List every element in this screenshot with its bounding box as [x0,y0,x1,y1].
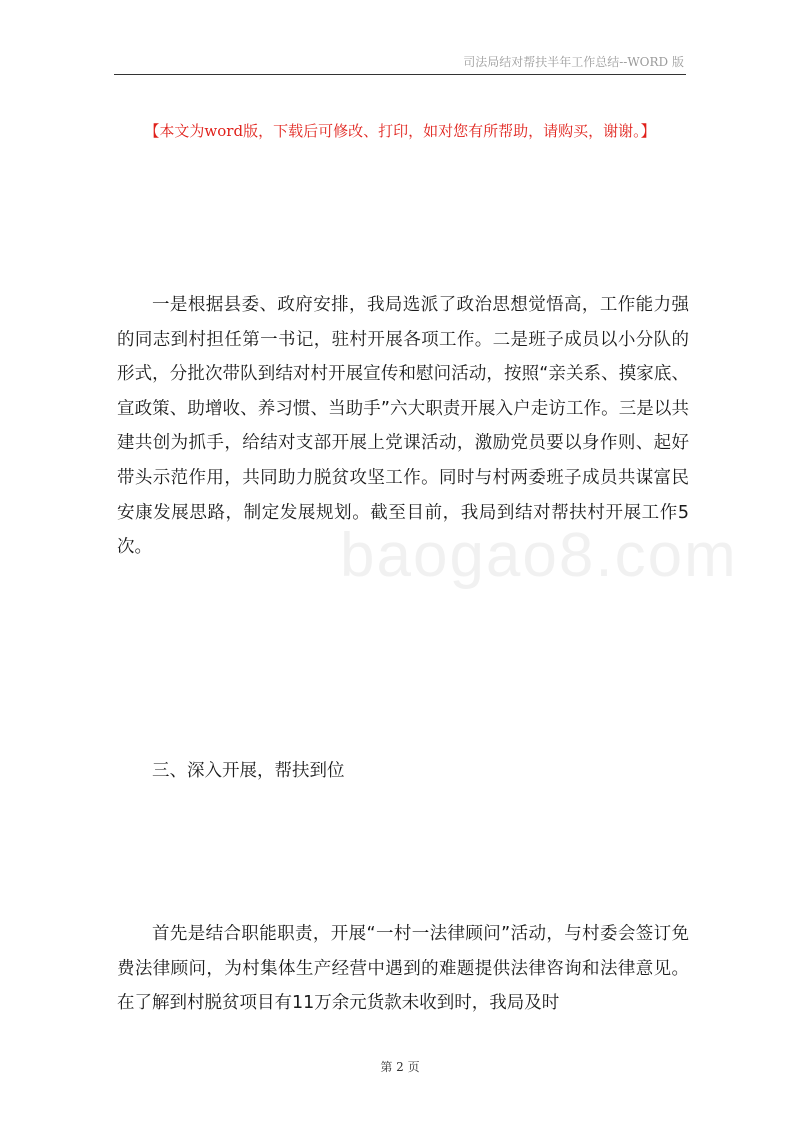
page-number: 第 2 页 [380,1060,420,1074]
header-title: 司法局结对帮扶半年工作总结--WORD 版 [463,55,684,69]
purchase-notice: 【本文为word版，下载后可修改、打印，如对您有所帮助，请购买，谢谢。】 [144,122,656,140]
section-heading: 三、深入开展，帮扶到位 [152,761,345,781]
paragraph-legal-advisor: 首先是结合职能职责，开展“一村一法律顾问”活动，与村委会签订免费法律顾问，为村集体生产经营中遇到的难题提供法律咨询和法律意见。在了解到村脱贫项目有11万余元货款未收到时，我局及时 [117,924,689,1014]
header-rule [114,74,686,75]
watermark: baogao8.com [340,521,738,590]
paragraph-work-measures: 一是根据县委、政府安排，我局选派了政治思想觉悟高，工作能力强的同志到村担任第一书记，驻村开展各项工作。二是班子成员以小分队的形式，分批次带队到结对村开展宣传和慰问活动，按照“亲关系、摸家底、宣政策、助增收、养习惯、当助手”六大职责开展入户走访工作。三是以共建共创为抓手，给结对支部开展上党课活动，激励党员要以身作则、起好带头示范作用，共同助力脱贫攻坚工作。同时与村两委班子成员共谋富民安康发展思路，制定发展规划。截至目前，我局到结对帮扶村开展工作5次。 [117,295,689,558]
